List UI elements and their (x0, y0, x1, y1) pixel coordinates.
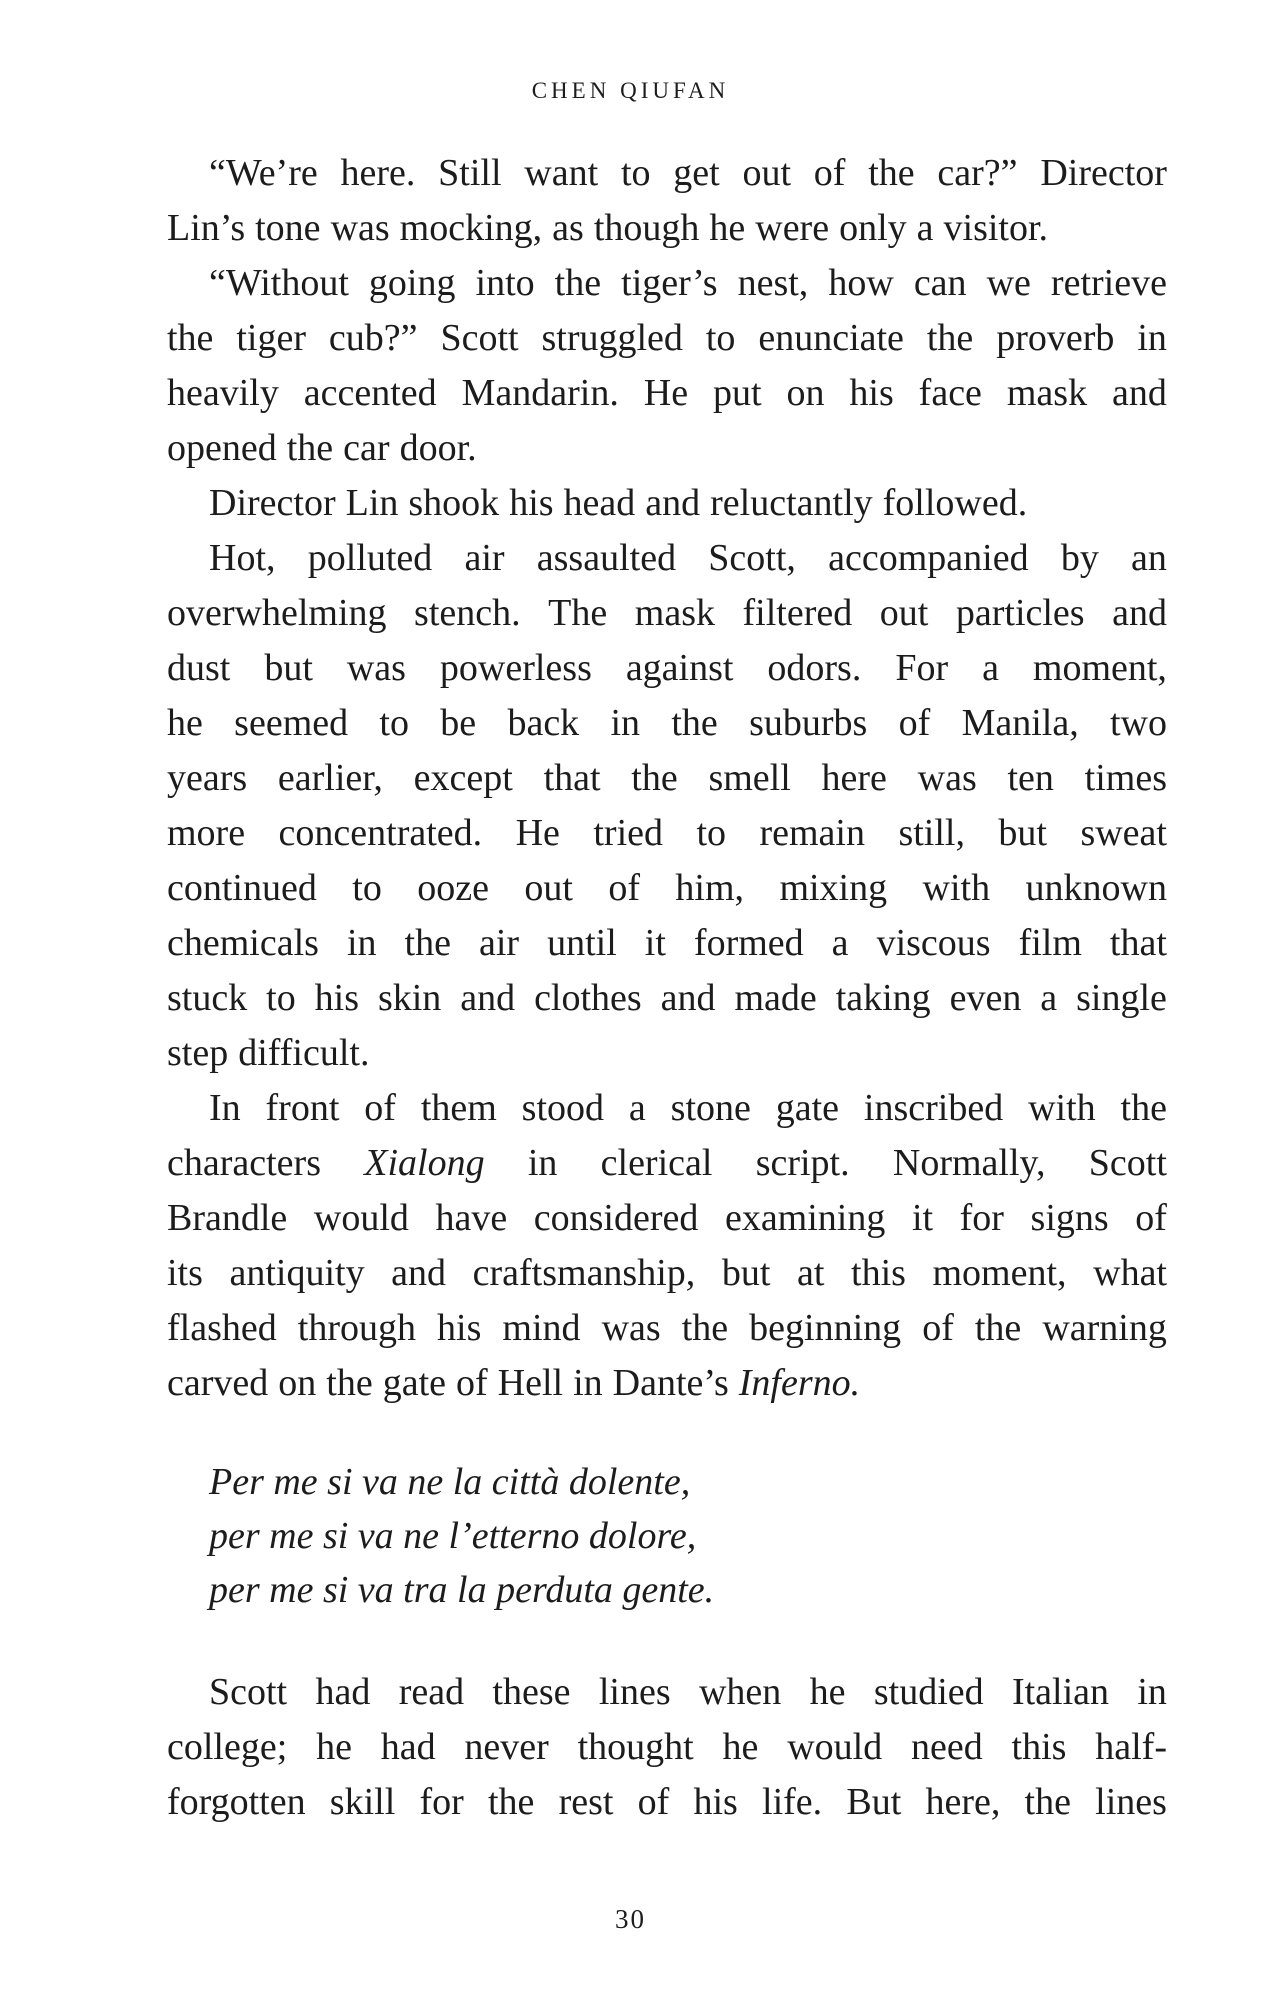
text-line: stuck to his skin and clothes and made taking even a single (167, 977, 1167, 1019)
text-line: In front of them stood a stone gate inscribed with the (209, 1087, 1167, 1129)
text-line: “Without going into the tiger’s nest, how can we retrieve (209, 262, 1167, 304)
page-number: 30 (615, 1904, 646, 1934)
text-line: overwhelming stench. The mask filtered out particles and (167, 592, 1167, 634)
text-line: carved on the gate of Hell in Dante’s Inferno. (167, 1362, 861, 1404)
text-line: characters Xialong in clerical script. Normally, Scott (167, 1142, 1167, 1184)
text-line: its antiquity and craftsmanship, but at this moment, what (167, 1252, 1167, 1294)
verse-line: Per me si va ne la città dolente, (209, 1461, 691, 1503)
text-line: opened the car door. (167, 427, 477, 469)
text-line: “We’re here. Still want to get out of the car?” Director (209, 152, 1167, 194)
verse-line: per me si va ne l’etterno dolore, (209, 1515, 697, 1557)
body-text-continued (167, 1665, 1167, 1830)
text-line: Scott had read these lines when he studied Italian in (209, 1671, 1167, 1713)
verse-line: per me si va tra la perduta gente. (209, 1569, 715, 1611)
text-line: he seemed to be back in the suburbs of Manila, two (167, 702, 1167, 744)
text-line: continued to ooze out of him, mixing with unknown (167, 867, 1167, 909)
text-line: heavily accented Mandarin. He put on his face mask and (167, 372, 1167, 414)
text-line: the tiger cub?” Scott struggled to enunciate the proverb in (167, 317, 1167, 359)
text-line: Director Lin shook his head and reluctantly followed. (209, 482, 1028, 524)
text-line: flashed through his mind was the beginning of the warning (167, 1307, 1167, 1349)
text-line: dust but was powerless against odors. For a moment, (167, 647, 1167, 689)
text-line: chemicals in the air until it formed a viscous film that (167, 922, 1167, 964)
text-line: more concentrated. He tried to remain still, but sweat (167, 812, 1167, 854)
verse-quotation (209, 1455, 1109, 1617)
text-line: college; he had never thought he would need this half- (167, 1726, 1167, 1768)
text-line: step difficult. (167, 1032, 370, 1074)
text-line: Lin’s tone was mocking, as though he were only a visitor. (167, 207, 1049, 249)
body-text (167, 146, 1167, 1411)
text-line: years earlier, except that the smell here was ten times (167, 757, 1167, 799)
text-line: forgotten skill for the rest of his life. But here, the lines (167, 1781, 1167, 1823)
text-line: Brandle would have considered examining it for signs of (167, 1197, 1167, 1239)
text-line: Hot, polluted air assaulted Scott, accompanied by an (209, 537, 1167, 579)
running-head: CHEN QIUFAN (531, 78, 730, 103)
